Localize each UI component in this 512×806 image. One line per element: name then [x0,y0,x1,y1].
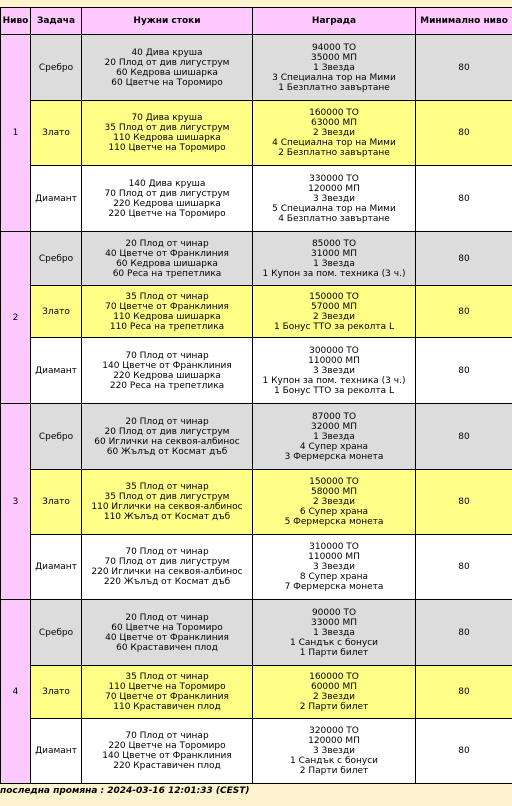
reward-cell [253,404,416,470]
goods-line: 70 Плод от див лигуструм [104,188,230,199]
goods-cell [82,232,253,286]
goods-line: 220 Иглички на секвоя-албинос [91,567,243,577]
reward-line: 33000 МП [310,617,358,628]
level-cell: 1 [1,35,31,232]
reward-line: 1 Купон за пом. техника (3 ч.) [262,268,406,279]
table-row [1,535,512,600]
reward-line: 5 Специална тор на Мими [272,203,396,214]
reward-line: 1 Сандък с бонуси [289,637,379,648]
reward-cell [253,35,416,101]
goods-line: 35 Плод от чинар [125,291,209,302]
reward-line: 150000 ТО [309,477,359,487]
reward-line: 2 Парти билет [299,766,369,776]
table-row [1,101,512,166]
goods-line: 220 Цветче на Торомиро [108,741,226,751]
reward-line: 2 Парти билет [299,702,369,712]
min-level-cell: 80 [416,166,512,232]
goods-cell [82,666,253,719]
reward-line: 160000 ТО [309,672,359,682]
goods-line: 35 Плод от чинар [125,672,209,682]
reward-line: 3 Фермерска монета [284,451,384,462]
goods-line: 140 Цветче от Франклиния [102,360,232,371]
reward-line: 1 Звезда [313,258,355,269]
reward-line: 90000 ТО [311,607,357,618]
reward-line: 32000 МП [310,421,358,432]
reward-line: 1 Звезда [313,62,355,73]
reward-line: 160000 ТО [309,108,359,118]
table-row [1,338,512,404]
last-modified: последна промяна : 2024-03-16 12:01:33 (CEST) [0,786,250,796]
goods-line: 40 Цветче от Франклиния [105,248,229,259]
reward-line: 3 Звезди [312,365,356,376]
reward-cell [253,600,416,666]
table-row [1,719,512,784]
reward-cell [253,719,416,784]
goods-cell [82,600,253,666]
reward-line: 2 Звезди [312,692,356,702]
reward-line: 8 Супер храна [299,572,369,582]
reward-line: 6 Супер храна [299,507,369,517]
header-level: Ниво [1,8,31,35]
goods-line: 60 Краставичен плод [116,642,218,653]
min-level-cell: 80 [416,600,512,666]
reward-line: 35000 МП [310,52,358,63]
goods-line: 70 Плод от див лигуструм [104,557,230,567]
goods-line: 35 Плод от чинар [125,482,209,492]
reward-line: 7 Фермерска монета [284,582,384,592]
table-row [1,232,512,286]
goods-line: 20 Плод от чинар [125,612,209,623]
reward-line: 310000 ТО [309,542,359,552]
quest-table [0,7,512,784]
reward-line: 1 Парти билет [299,647,369,658]
reward-line: 330000 ТО [309,173,359,184]
header-task: Задача [31,8,82,35]
reward-line: 31000 МП [310,248,358,259]
reward-line: 110000 МП [308,355,360,366]
task-cell: Диамант [31,338,82,404]
task-cell: Сребро [31,35,82,101]
reward-line: 120000 МП [308,183,360,194]
min-level-cell: 80 [416,35,512,101]
reward-line: 1 Безплатно завъртане [278,82,390,93]
goods-line: 110 Кедрова шишарка [113,311,221,322]
goods-line: 60 Кедрова шишарка [116,258,218,269]
goods-line: 60 Реса на трепетлика [112,268,222,279]
goods-line: 35 Плод от див лигуструм [104,123,230,133]
reward-line: 5 Фермерска монета [284,517,384,527]
reward-line: 150000 ТО [309,291,359,302]
goods-line: 70 Плод от чинар [125,547,209,557]
goods-line: 70 Плод от чинар [125,731,209,741]
task-cell: Сребро [31,600,82,666]
reward-cell [253,101,416,166]
goods-line: 20 Плод от чинар [125,238,209,249]
reward-line: 60000 МП [310,682,358,692]
goods-line: 40 Дива круша [131,47,203,58]
reward-line: 1 Бонус ТТО за реколта L [274,385,394,396]
header-reward: Награда [253,8,416,35]
task-cell: Злато [31,101,82,166]
min-level-cell: 80 [416,719,512,784]
header-goods: Нужни стоки [82,8,253,35]
goods-line: 60 Иглички на секвоя-албинос [94,436,240,447]
goods-line: 60 Цветче на Торомиро [111,77,223,88]
table-row [1,166,512,232]
goods-line: 35 Плод от див лигуструм [104,492,230,502]
goods-line: 110 Кедрова шишарка [113,133,221,143]
table-row [1,286,512,338]
goods-line: 140 Дива круша [128,178,206,189]
reward-cell [253,232,416,286]
reward-line: 120000 МП [308,736,360,746]
reward-line: 110000 МП [308,552,360,562]
goods-cell [82,338,253,404]
reward-cell [253,470,416,535]
min-level-cell: 80 [416,286,512,338]
reward-line: 1 Купон за пом. техника (3 ч.) [262,375,406,386]
goods-line: 20 Плод от див лигуструм [104,57,230,68]
goods-line: 110 Жълъд от Космат дъб [103,512,231,522]
goods-line: 220 Кедрова шишарка [113,370,221,381]
table-row [1,600,512,666]
goods-cell [82,35,253,101]
reward-line: 3 Звезди [312,746,356,756]
reward-line: 3 Звезди [312,562,356,572]
goods-line: 70 Плод от чинар [125,350,209,361]
reward-line: 4 Безплатно завъртане [278,213,390,224]
goods-cell [82,719,253,784]
task-cell: Диамант [31,535,82,600]
table-row [1,666,512,719]
goods-line: 220 Краставичен плод [113,761,221,771]
goods-cell [82,166,253,232]
level-cell: 4 [1,600,31,784]
reward-line: 320000 ТО [309,726,359,736]
task-cell: Злато [31,286,82,338]
table-row [1,35,512,101]
goods-line: 220 Жълъд от Космат дъб [103,577,231,587]
header-min-level: Минимално ниво [416,8,512,35]
goods-line: 110 Цветче на Торомиро [108,682,226,692]
reward-line: 87000 ТО [311,411,357,422]
reward-line: 2 Звезди [312,128,356,138]
goods-line: 140 Цветче от Франклиния [102,751,232,761]
min-level-cell: 80 [416,232,512,286]
goods-line: 40 Цветче от Франклиния [105,632,229,643]
task-cell: Сребро [31,404,82,470]
min-level-cell: 80 [416,470,512,535]
reward-line: 2 Звезди [312,311,356,322]
goods-line: 220 Реса на трепетлика [109,380,225,391]
task-cell: Злато [31,470,82,535]
goods-line: 60 Жълъд от Космат дъб [106,446,228,457]
goods-line: 20 Плод от див лигуструм [104,426,230,437]
level-cell: 2 [1,232,31,404]
task-cell: Злато [31,666,82,719]
goods-line: 60 Цветче на Торомиро [111,622,223,633]
goods-cell [82,101,253,166]
min-level-cell: 80 [416,666,512,719]
reward-line: 94000 ТО [311,42,357,53]
task-cell: Сребро [31,232,82,286]
goods-cell [82,404,253,470]
level-cell: 3 [1,404,31,600]
goods-line: 220 Цветче на Торомиро [108,208,226,219]
goods-line: 20 Плод от чинар [125,416,209,427]
min-level-cell: 80 [416,338,512,404]
goods-line: 70 Цветче от Франклиния [105,692,229,702]
reward-line: 57000 МП [310,301,358,312]
reward-cell [253,666,416,719]
goods-line: 70 Цветче от Франклиния [105,301,229,312]
table-row [1,470,512,535]
goods-cell [82,470,253,535]
table-body [1,35,512,784]
reward-line: 63000 МП [310,118,358,128]
min-level-cell: 80 [416,404,512,470]
reward-line: 4 Супер храна [299,441,369,452]
reward-line: 3 Специална тор на Мими [272,72,396,83]
reward-line: 2 Безплатно завъртане [278,148,390,158]
reward-cell [253,338,416,404]
reward-line: 2 Звезди [312,497,356,507]
reward-cell [253,166,416,232]
reward-line: 4 Специална тор на Мими [272,138,396,148]
goods-line: 110 Цветче на Торомиро [108,143,226,153]
header-row [1,8,512,35]
reward-line: 58000 МП [310,487,358,497]
table-row [1,404,512,470]
task-cell: Диамант [31,166,82,232]
goods-line: 110 Иглички на секвоя-албинос [91,502,243,512]
reward-line: 1 Сандък с бонуси [289,756,379,766]
goods-cell [82,535,253,600]
reward-line: 1 Звезда [313,627,355,638]
reward-line: 1 Звезда [313,431,355,442]
goods-line: 110 Краставичен плод [113,702,221,712]
goods-line: 70 Дива круша [131,113,203,123]
reward-cell [253,535,416,600]
goods-line: 60 Кедрова шишарка [116,67,218,78]
task-cell: Диамант [31,719,82,784]
reward-cell [253,286,416,338]
reward-line: 300000 ТО [309,345,359,356]
min-level-cell: 80 [416,535,512,600]
reward-line: 3 Звезди [312,193,356,204]
min-level-cell: 80 [416,101,512,166]
reward-line: 1 Бонус ТТО за реколта L [274,321,394,332]
goods-cell [82,286,253,338]
goods-line: 110 Реса на трепетлика [109,321,225,332]
reward-line: 85000 ТО [311,238,357,249]
goods-line: 220 Кедрова шишарка [113,198,221,209]
